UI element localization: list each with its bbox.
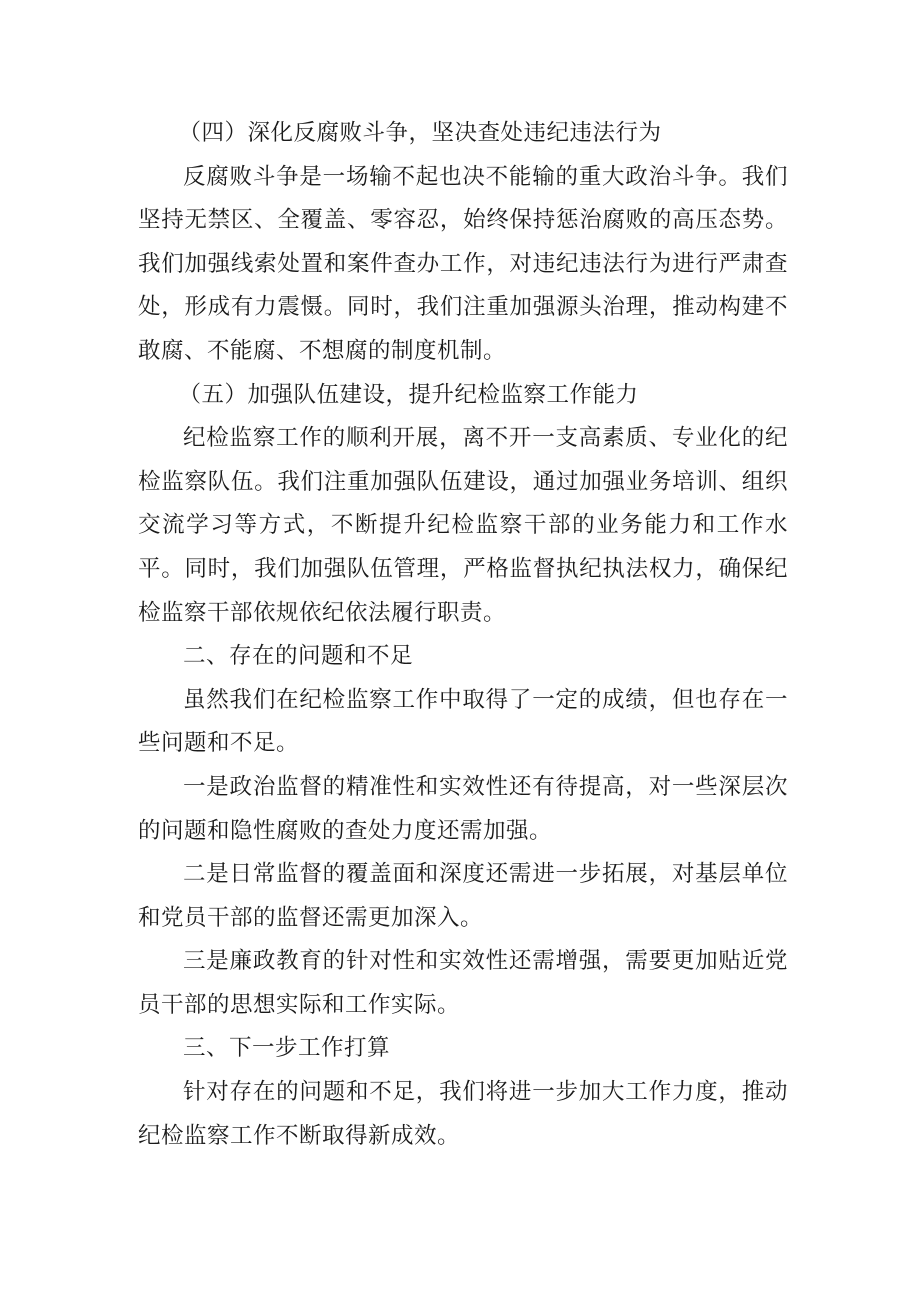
subheading-5: （五）加强队伍建设，提升纪检监察工作能力	[178, 381, 639, 408]
paragraph-problem-2: 二是日常监督的覆盖面和深度还需进一步拓展，对基层单位和党员干部的监督还需更加深入。	[138, 861, 788, 931]
section-heading-next-steps: 三、下一步工作打算	[183, 1035, 391, 1062]
paragraph-problems-intro: 虽然我们在纪检监察工作中取得了一定的成绩，但也存在一些问题和不足。	[138, 686, 788, 757]
paragraph-next-steps: 针对存在的问题和不足，我们将进一步加大工作力度，推动纪检监察工作不断取得新成效。	[138, 1079, 788, 1149]
paragraph-anti-corruption: 反腐败斗争是一场输不起也决不能输的重大政治斗争。我们坚持无禁区、全覆盖、零容忍，始终保持惩治腐败的高压态势。我们加强线索处置和案件查办工作，对违纪违法行为进行严肃查处，形成有力震慑。同时，我们注重加强源头治理，推动构建不敢腐、不能腐、不想腐的制度机制。	[138, 163, 788, 364]
section-heading-problems: 二、存在的问题和不足	[183, 643, 414, 670]
document-body	[138, 112, 788, 1158]
paragraph-problem-3: 三是廉政教育的针对性和实效性还需增强，需要更加贴近党员干部的思想实际和工作实际。	[138, 948, 788, 1018]
subheading-4: （四）深化反腐败斗争，坚决查处违纪违法行为	[178, 120, 662, 146]
paragraph-problem-1: 一是政治监督的精准性和实效性还有待提高，对一些深层次的问题和隐性腐败的查处力度还需加强。	[138, 773, 788, 844]
paragraph-team-building: 纪检监察工作的顺利开展，离不开一支高素质、专业化的纪检监察队伍。我们注重加强队伍建设，通过加强业务培训、组织交流学习等方式，不断提升纪检监察干部的业务能力和工作水平。同时，我们加强队伍管理，严格监督执纪执法权力，确保纪检监察干部依规依纪依法履行职责。	[138, 425, 788, 626]
